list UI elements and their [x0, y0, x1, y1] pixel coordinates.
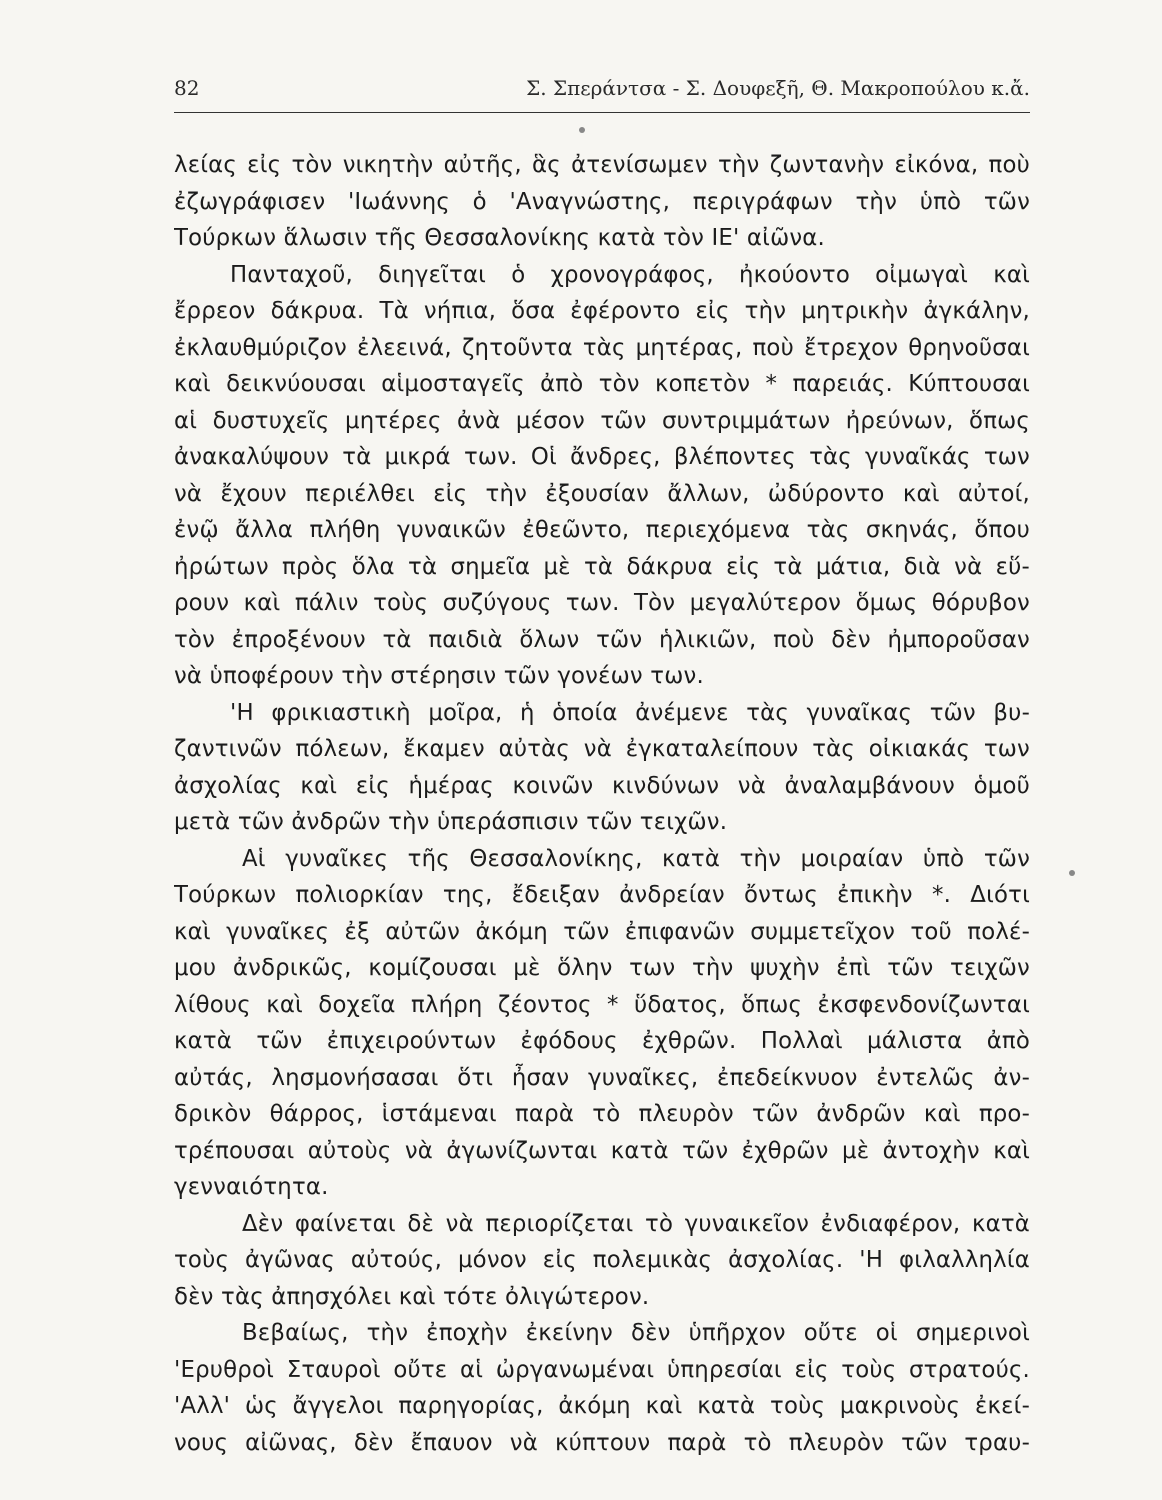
- text-line: νὰ ἔχουν περιέλθει εἰς τὴν ἐξουσίαν ἄλλων, ὠδύροντο καὶ αὐτοί,: [174, 480, 1030, 507]
- text-line: αἱ δυστυχεῖς μητέρες ἀνὰ μέσον τῶν συντριμμάτων ἠρεύνων, ὅπως: [174, 407, 1030, 434]
- text-line: ἐκλαυθμύριζον ἐλεεινά, ζητοῦντα τὰς μητέρας, ποὺ ἔτρεχον θρηνοῦσαι: [174, 334, 1030, 361]
- text-line: λείας εἰς τὸν νικητὴν αὐτῆς, ἃς ἀτενίσωμεν τὴν ζωντανὴν εἰκόνα, ποὺ: [174, 152, 1030, 178]
- page-header: [174, 76, 1030, 106]
- text-line: ἀσχολίας καὶ εἰς ἡμέρας κοινῶν κινδύνων νὰ ἀναλαμβάνουν ὁμοῦ: [174, 772, 1030, 799]
- text-line: λίθους καὶ δοχεῖα πλήρη ζέοντος * ὕδατος, ὅπως ἐκσφενδονίζωνται: [174, 991, 1030, 1018]
- header-divider: [174, 112, 1030, 113]
- text-line: ρουν καὶ πάλιν τοὺς συζύγους των. Τὸν μεγαλύτερον ὅμως θόρυβον: [174, 590, 1030, 616]
- text-line: καὶ γυναῖκες ἐξ αὐτῶν ἀκόμη τῶν ἐπιφανῶν συμμετεῖχον τοῦ πολέ-: [174, 918, 1030, 945]
- text-line: αὐτάς, λησμονήσασαι ὅτι ἦσαν γυναῖκες, ἐπεδείκνυον ἐντελῶς ἀν-: [174, 1064, 1030, 1091]
- paragraph-start-line: Πανταχοῦ, διηγεῖται ὁ χρονογράφος, ἠκούοντο οἰμωγαὶ καὶ: [230, 261, 1030, 288]
- text-line: κατὰ τῶν ἐπιχειρούντων ἐφόδους ἐχθρῶν. Πολλαὶ μάλιστα ἀπὸ: [174, 1028, 1030, 1054]
- text-line: τοὺς ἀγῶνας αὐτούς, μόνον εἰς πολεμικὰς ἀσχολίας. 'Η φιλαλληλία: [174, 1247, 1030, 1273]
- text-line: νὰ ὑποφέρουν τὴν στέρησιν τῶν γονέων των.: [174, 663, 704, 689]
- paragraph-start-line: Αἱ γυναῖκες τῆς Θεσσαλονίκης, κατὰ τὴν μοιραίαν ὑπὸ τῶν: [242, 845, 1030, 872]
- text-line: Τούρκων πολιορκίαν της, ἔδειξαν ἀνδρείαν ὄντως ἐπικὴν *. Διότι: [174, 882, 1030, 908]
- text-line: ἐζωγράφισεν 'Ιωάννης ὁ 'Αναγνώστης, περιγράφων τὴν ὑπὸ τῶν: [174, 188, 1030, 215]
- print-speck: [579, 127, 585, 133]
- text-line: ἐνῷ ἄλλα πλήθη γυναικῶν ἐθεῶντο, περιεχόμενα τὰς σκηνάς, ὅπου: [174, 517, 1030, 543]
- page-number: 82: [174, 76, 200, 100]
- text-line: τρέπουσαι αὐτοὺς νὰ ἀγωνίζωνται κατὰ τῶν ἐχθρῶν μὲ ἀντοχὴν καὶ: [174, 1137, 1030, 1164]
- text-line: 'Αλλ' ὡς ἄγγελοι παρηγορίας, ἀκόμη καὶ κατὰ τοὺς μακρινοὺς ἐκεί-: [174, 1393, 1030, 1419]
- text-line: τὸν ἐπροξένουν τὰ παιδιὰ ὅλων τῶν ἡλικιῶν, ποὺ δὲν ἠμποροῦσαν: [174, 626, 1030, 653]
- print-speck: [1069, 870, 1075, 876]
- text-line: νους αἰῶνας, δὲν ἔπαυον νὰ κύπτουν παρὰ τὸ πλευρὸν τῶν τραυ-: [174, 1429, 1030, 1456]
- text-line: 'Ερυθροὶ Σταυροὶ οὔτε αἱ ὠργανωμέναι ὑπηρεσίαι εἰς τοὺς στρατούς.: [174, 1356, 1030, 1383]
- text-line: δρικὸν θάρρος, ἱστάμεναι παρὰ τὸ πλευρὸν τῶν ἀνδρῶν καὶ προ-: [174, 1101, 1030, 1127]
- text-line: ἀνακαλύψουν τὰ μικρά των. Οἱ ἄνδρες, βλέποντες τὰς γυναῖκάς των: [174, 444, 1030, 470]
- running-title: Σ. Σπεράντσα - Σ. Δουφεξῆ, Θ. Μακροπούλου κ.ἄ.: [526, 76, 1030, 100]
- paragraph-start-line: 'Η φρικιαστικὴ μοῖρα, ἡ ὁποία ἀνέμενε τὰς γυναῖκας τῶν βυ-: [230, 699, 1030, 726]
- text-line: μετὰ τῶν ἀνδρῶν τὴν ὑπεράσπισιν τῶν τειχῶν.: [174, 809, 728, 835]
- text-line: ζαντινῶν πόλεων, ἔκαμεν αὐτὰς νὰ ἐγκαταλείπουν τὰς οἰκιακάς των: [174, 736, 1030, 762]
- text-line: ἔρρεον δάκρυα. Τὰ νήπια, ὅσα ἐφέροντο εἰς τὴν μητρικὴν ἀγκάλην,: [174, 298, 1030, 324]
- text-line: καὶ δεικνύουσαι αἱμοσταγεῖς ἀπὸ τὸν κοπετὸν * παρειάς. Κύπτουσαι: [174, 371, 1030, 397]
- body-text: [174, 147, 1030, 1461]
- text-line: ἠρώτων πρὸς ὅλα τὰ σημεῖα μὲ τὰ δάκρυα εἰς τὰ μάτια, διὰ νὰ εὕ-: [174, 553, 1030, 580]
- text-line: δὲν τὰς ἀπησχόλει καὶ τότε ὀλιγώτερον.: [174, 1283, 650, 1310]
- paragraph-start-line: Δὲν φαίνεται δὲ νὰ περιορίζεται τὸ γυναικεῖον ἐνδιαφέρον, κατὰ: [242, 1210, 1030, 1237]
- text-line: γενναιότητα.: [174, 1174, 329, 1200]
- paragraph-start-line: Βεβαίως, τὴν ἐποχὴν ἐκείνην δὲν ὑπῆρχον οὔτε οἱ σημερινοὶ: [242, 1320, 1030, 1346]
- text-line: Τούρκων ἅλωσιν τῆς Θεσσαλονίκης κατὰ τὸν ΙΕ' αἰῶνα.: [174, 225, 825, 251]
- text-line: μου ἀνδρικῶς, κομίζουσαι μὲ ὅλην των τὴν ψυχὴν ἐπὶ τῶν τειχῶν: [174, 955, 1030, 981]
